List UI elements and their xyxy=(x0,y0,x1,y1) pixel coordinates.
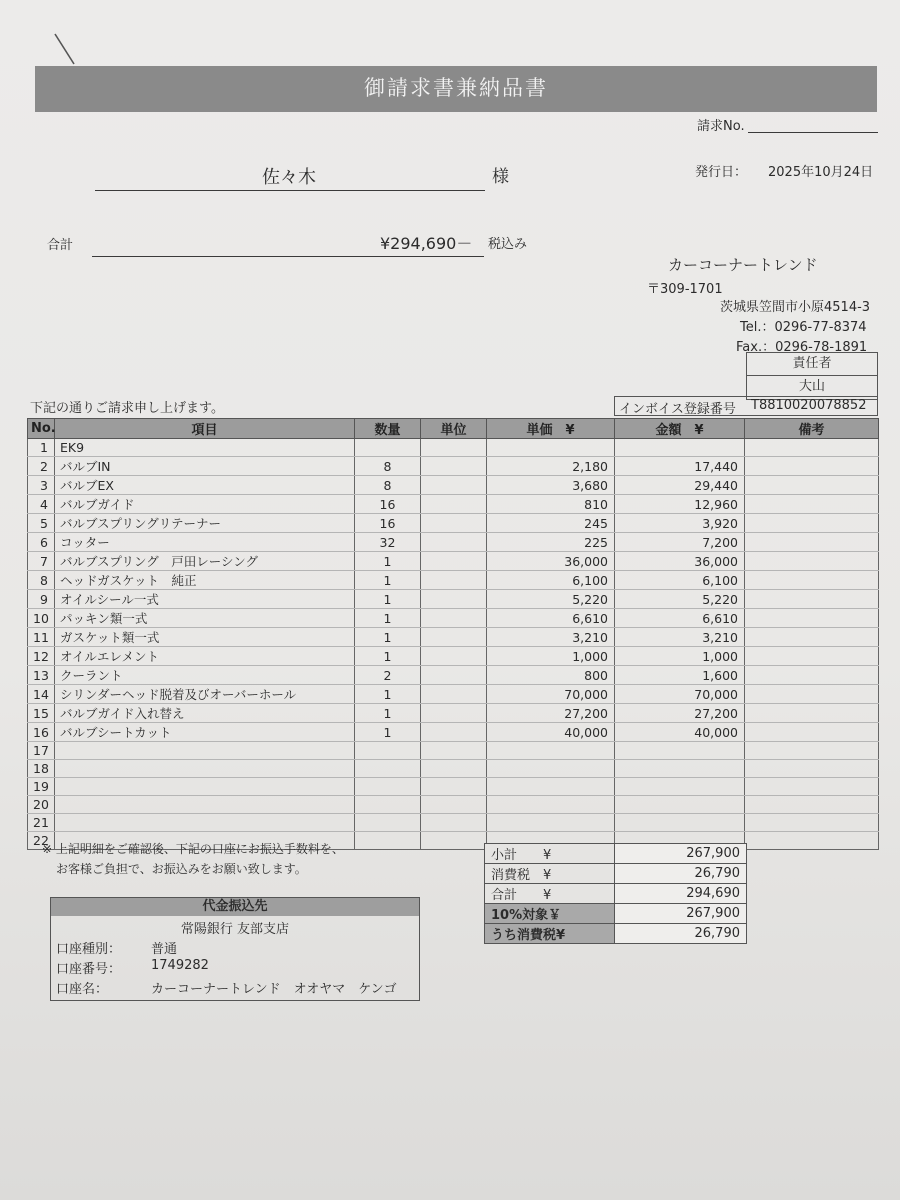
cell-item-name: バルブEX xyxy=(55,476,355,495)
company-tel: Tel.：0296-77-8374 xyxy=(740,320,867,335)
summary-row-10pct-tax xyxy=(485,924,747,944)
cell-unit xyxy=(421,590,487,609)
payment-note-1: ※ 上記明細をご確認後、下記の口座にお振込手数料を、 xyxy=(42,842,344,856)
cell-unit-price xyxy=(487,439,615,457)
cell-row-number: 21 xyxy=(28,814,55,832)
cell-amount: 70,000 xyxy=(615,685,745,704)
col-header-qty: 数量 xyxy=(355,419,421,439)
issue-date: 2025年10月24日 xyxy=(768,165,874,180)
cell-row-number: 8 xyxy=(28,571,55,590)
summary-label: 消費税 ¥ xyxy=(485,864,615,884)
cell-unit-price xyxy=(487,778,615,796)
payment-note-2: お客様ご負担で、お振込みをお願い致します。 xyxy=(56,862,307,876)
cell-item-name: パッキン類一式 xyxy=(55,609,355,628)
cell-amount xyxy=(615,742,745,760)
cell-unit xyxy=(421,666,487,685)
cell-row-number: 11 xyxy=(28,628,55,647)
cell-row-number: 18 xyxy=(28,760,55,778)
cell-note xyxy=(745,571,879,590)
cell-amount: 3,210 xyxy=(615,628,745,647)
table-row xyxy=(28,533,879,552)
cell-amount: 5,220 xyxy=(615,590,745,609)
cell-note xyxy=(745,796,879,814)
cell-row-number: 6 xyxy=(28,533,55,552)
cell-item-name xyxy=(55,796,355,814)
table-row xyxy=(28,760,879,778)
customer-underline xyxy=(95,190,485,191)
total-underline xyxy=(92,256,484,257)
summary-value: 26,790 xyxy=(615,864,747,884)
cell-note xyxy=(745,609,879,628)
customer-honorific: 様 xyxy=(492,167,509,187)
tax-included-note: 税込み xyxy=(488,237,528,252)
cell-note xyxy=(745,476,879,495)
table-row xyxy=(28,476,879,495)
cell-row-number: 12 xyxy=(28,647,55,666)
cell-note xyxy=(745,439,879,457)
summary-value: 267,900 xyxy=(615,844,747,864)
cell-row-number: 1 xyxy=(28,439,55,457)
cell-item-name: オイルエレメント xyxy=(55,647,355,666)
cell-row-number: 9 xyxy=(28,590,55,609)
cell-unit-price: 810 xyxy=(487,495,615,514)
cell-unit-price xyxy=(487,742,615,760)
cell-quantity: 1 xyxy=(355,723,421,742)
table-row xyxy=(28,514,879,533)
invoice-registration-number: T8810020078852 xyxy=(751,398,867,413)
account-number-value: 1749282 xyxy=(151,958,209,973)
cell-quantity xyxy=(355,814,421,832)
col-header-amount: 金額 ¥ xyxy=(615,419,745,439)
cell-note xyxy=(745,685,879,704)
summary-row-tax xyxy=(485,864,747,884)
summary-row-subtotal xyxy=(485,844,747,864)
cell-quantity xyxy=(355,742,421,760)
cell-note xyxy=(745,552,879,571)
table-row xyxy=(28,778,879,796)
cell-item-name: シリンダーヘッド脱着及びオーバーホール xyxy=(55,685,355,704)
cell-quantity xyxy=(355,778,421,796)
summary-value: 267,900 xyxy=(615,904,747,924)
cell-note xyxy=(745,814,879,832)
table-row xyxy=(28,571,879,590)
table-row xyxy=(28,723,879,742)
table-row xyxy=(28,796,879,814)
table-row xyxy=(28,814,879,832)
cell-quantity: 16 xyxy=(355,495,421,514)
cell-unit-price: 5,220 xyxy=(487,590,615,609)
cell-item-name: コッター xyxy=(55,533,355,552)
pen-mark xyxy=(50,30,80,70)
cell-unit xyxy=(421,552,487,571)
summary-row-10pct-base xyxy=(485,904,747,924)
cell-amount: 36,000 xyxy=(615,552,745,571)
bank-transfer-box xyxy=(50,897,420,1001)
col-header-unit: 単位 xyxy=(421,419,487,439)
cell-item-name: バルブスプリングリテーナー xyxy=(55,514,355,533)
cell-unit-price: 36,000 xyxy=(487,552,615,571)
cell-unit xyxy=(421,832,487,850)
total-amount: ¥294,690－ xyxy=(380,234,473,253)
summary-label: 小計 ¥ xyxy=(485,844,615,864)
cell-quantity: 1 xyxy=(355,647,421,666)
company-address: 茨城県笠間市小原4514-3 xyxy=(720,300,871,315)
cell-quantity: 1 xyxy=(355,590,421,609)
cell-amount xyxy=(615,778,745,796)
cell-quantity: 1 xyxy=(355,552,421,571)
cell-item-name xyxy=(55,742,355,760)
cell-item-name xyxy=(55,778,355,796)
table-row xyxy=(28,495,879,514)
cell-amount: 12,960 xyxy=(615,495,745,514)
issue-date-label: 発行日： xyxy=(695,165,748,180)
cell-amount: 6,610 xyxy=(615,609,745,628)
cell-row-number: 15 xyxy=(28,704,55,723)
cell-unit xyxy=(421,796,487,814)
cell-unit xyxy=(421,628,487,647)
table-row xyxy=(28,439,879,457)
summary-value: 294,690 xyxy=(615,884,747,904)
cell-row-number: 20 xyxy=(28,796,55,814)
cell-note xyxy=(745,704,879,723)
col-header-no: No. xyxy=(28,419,55,439)
cell-note xyxy=(745,742,879,760)
company-fax: Fax.：0296-78-1891 xyxy=(736,340,868,355)
summary-label: うち消費税¥ xyxy=(485,924,615,944)
cell-amount xyxy=(615,814,745,832)
cell-amount: 7,200 xyxy=(615,533,745,552)
cell-note xyxy=(745,457,879,476)
cell-unit xyxy=(421,609,487,628)
cell-item-name: EK9 xyxy=(55,439,355,457)
cell-row-number: 19 xyxy=(28,778,55,796)
cell-amount xyxy=(615,760,745,778)
cell-note xyxy=(745,533,879,552)
cell-quantity: 8 xyxy=(355,457,421,476)
company-name: カーコーナートレンド xyxy=(668,256,818,274)
cell-amount: 6,100 xyxy=(615,571,745,590)
cell-unit xyxy=(421,723,487,742)
cell-unit-price: 70,000 xyxy=(487,685,615,704)
cell-amount: 1,600 xyxy=(615,666,745,685)
col-header-item: 項目 xyxy=(55,419,355,439)
summary-row-total xyxy=(485,884,747,904)
cell-unit xyxy=(421,439,487,457)
cell-quantity xyxy=(355,760,421,778)
cell-item-name xyxy=(55,814,355,832)
cell-row-number: 2 xyxy=(28,457,55,476)
manager-label: 責任者 xyxy=(747,353,877,376)
cell-quantity: 1 xyxy=(355,704,421,723)
cell-quantity: 32 xyxy=(355,533,421,552)
table-row xyxy=(28,647,879,666)
manager-box xyxy=(746,352,878,400)
cell-quantity: 1 xyxy=(355,685,421,704)
cell-unit-price: 225 xyxy=(487,533,615,552)
cell-amount xyxy=(615,796,745,814)
cell-item-name: バルブガイド入れ替え xyxy=(55,704,355,723)
table-row xyxy=(28,457,879,476)
cell-unit-price: 6,100 xyxy=(487,571,615,590)
cell-unit xyxy=(421,704,487,723)
cell-item-name: バルブスプリング 戸田レーシング xyxy=(55,552,355,571)
cell-unit xyxy=(421,514,487,533)
cell-unit-price: 800 xyxy=(487,666,615,685)
account-type-label: 口座種別： xyxy=(56,942,122,957)
col-header-price: 単価 ¥ xyxy=(487,419,615,439)
table-row xyxy=(28,552,879,571)
cell-unit-price: 3,680 xyxy=(487,476,615,495)
cell-item-name: ヘッドガスケット 純正 xyxy=(55,571,355,590)
cell-unit xyxy=(421,742,487,760)
cell-note xyxy=(745,590,879,609)
cell-amount xyxy=(615,439,745,457)
cell-row-number: 14 xyxy=(28,685,55,704)
items-header-row xyxy=(28,419,879,439)
cell-item-name: ガスケット類一式 xyxy=(55,628,355,647)
cell-row-number: 16 xyxy=(28,723,55,742)
items-table xyxy=(27,418,879,850)
cell-note xyxy=(745,495,879,514)
cell-unit xyxy=(421,476,487,495)
cell-quantity xyxy=(355,796,421,814)
table-row xyxy=(28,590,879,609)
company-postal: 〒309-1701 xyxy=(647,282,723,297)
cell-unit xyxy=(421,495,487,514)
invoice-no-label: 請求No. xyxy=(697,119,745,134)
cell-item-name: バルブガイド xyxy=(55,495,355,514)
account-number-label: 口座番号： xyxy=(56,962,122,977)
intro-text: 下記の通りご請求申し上げます。 xyxy=(30,401,224,416)
table-row xyxy=(28,742,879,760)
summary-value: 26,790 xyxy=(615,924,747,944)
cell-unit xyxy=(421,685,487,704)
cell-note xyxy=(745,647,879,666)
cell-quantity: 1 xyxy=(355,571,421,590)
cell-row-number: 22 xyxy=(28,832,55,850)
table-row xyxy=(28,704,879,723)
cell-unit xyxy=(421,647,487,666)
cell-unit-price: 2,180 xyxy=(487,457,615,476)
cell-unit-price: 1,000 xyxy=(487,647,615,666)
cell-note xyxy=(745,514,879,533)
cell-note xyxy=(745,832,879,850)
table-row xyxy=(28,609,879,628)
cell-unit-price: 3,210 xyxy=(487,628,615,647)
cell-unit xyxy=(421,814,487,832)
cell-row-number: 5 xyxy=(28,514,55,533)
summary-label: 10%対象￥ xyxy=(485,904,615,924)
bank-title: 代金振込先 xyxy=(51,898,419,916)
account-holder-value: カーコーナートレンド オオヤマ ケンゴ xyxy=(151,982,397,997)
cell-unit xyxy=(421,760,487,778)
table-row xyxy=(28,628,879,647)
cell-quantity: 16 xyxy=(355,514,421,533)
cell-row-number: 4 xyxy=(28,495,55,514)
cell-amount: 27,200 xyxy=(615,704,745,723)
cell-item-name: クーラント xyxy=(55,666,355,685)
cell-row-number: 13 xyxy=(28,666,55,685)
cell-unit-price: 27,200 xyxy=(487,704,615,723)
cell-quantity: 8 xyxy=(355,476,421,495)
cell-quantity: 1 xyxy=(355,609,421,628)
items-body xyxy=(28,439,879,850)
cell-note xyxy=(745,723,879,742)
cell-item-name: オイルシール一式 xyxy=(55,590,355,609)
document-title: 御請求書兼納品書 xyxy=(35,66,877,112)
cell-quantity: 2 xyxy=(355,666,421,685)
cell-quantity xyxy=(355,439,421,457)
cell-note xyxy=(745,628,879,647)
cell-unit xyxy=(421,457,487,476)
cell-quantity xyxy=(355,832,421,850)
bank-name: 常陽銀行 友部支店 xyxy=(180,922,290,937)
invoice-registration-label: インボイス登録番号 xyxy=(619,402,736,417)
total-label: 合計 xyxy=(47,238,74,253)
cell-unit-price: 6,610 xyxy=(487,609,615,628)
cell-item-name: バルブシートカット xyxy=(55,723,355,742)
invoice-no-underline xyxy=(748,132,878,133)
cell-note xyxy=(745,760,879,778)
cell-quantity: 1 xyxy=(355,628,421,647)
account-type-value: 普通 xyxy=(151,942,178,957)
customer-name: 佐々木 xyxy=(262,167,316,188)
cell-row-number: 10 xyxy=(28,609,55,628)
cell-unit xyxy=(421,571,487,590)
cell-row-number: 7 xyxy=(28,552,55,571)
cell-note xyxy=(745,666,879,685)
cell-row-number: 3 xyxy=(28,476,55,495)
col-header-note: 備考 xyxy=(745,419,879,439)
summary-table xyxy=(484,843,747,944)
cell-item-name xyxy=(55,760,355,778)
cell-amount: 1,000 xyxy=(615,647,745,666)
table-row xyxy=(28,666,879,685)
cell-unit-price xyxy=(487,760,615,778)
manager-name: 大山 xyxy=(798,379,825,394)
cell-unit-price xyxy=(487,814,615,832)
cell-item-name: バルブIN xyxy=(55,457,355,476)
cell-row-number: 17 xyxy=(28,742,55,760)
cell-unit-price: 245 xyxy=(487,514,615,533)
table-row xyxy=(28,685,879,704)
cell-unit-price xyxy=(487,796,615,814)
cell-note xyxy=(745,778,879,796)
cell-amount: 3,920 xyxy=(615,514,745,533)
invoice-registration-box xyxy=(614,396,878,416)
cell-amount: 40,000 xyxy=(615,723,745,742)
cell-unit xyxy=(421,778,487,796)
cell-amount: 29,440 xyxy=(615,476,745,495)
cell-amount: 17,440 xyxy=(615,457,745,476)
cell-unit-price: 40,000 xyxy=(487,723,615,742)
summary-label: 合計 ¥ xyxy=(485,884,615,904)
account-holder-label: 口座名： xyxy=(56,982,109,997)
cell-unit xyxy=(421,533,487,552)
